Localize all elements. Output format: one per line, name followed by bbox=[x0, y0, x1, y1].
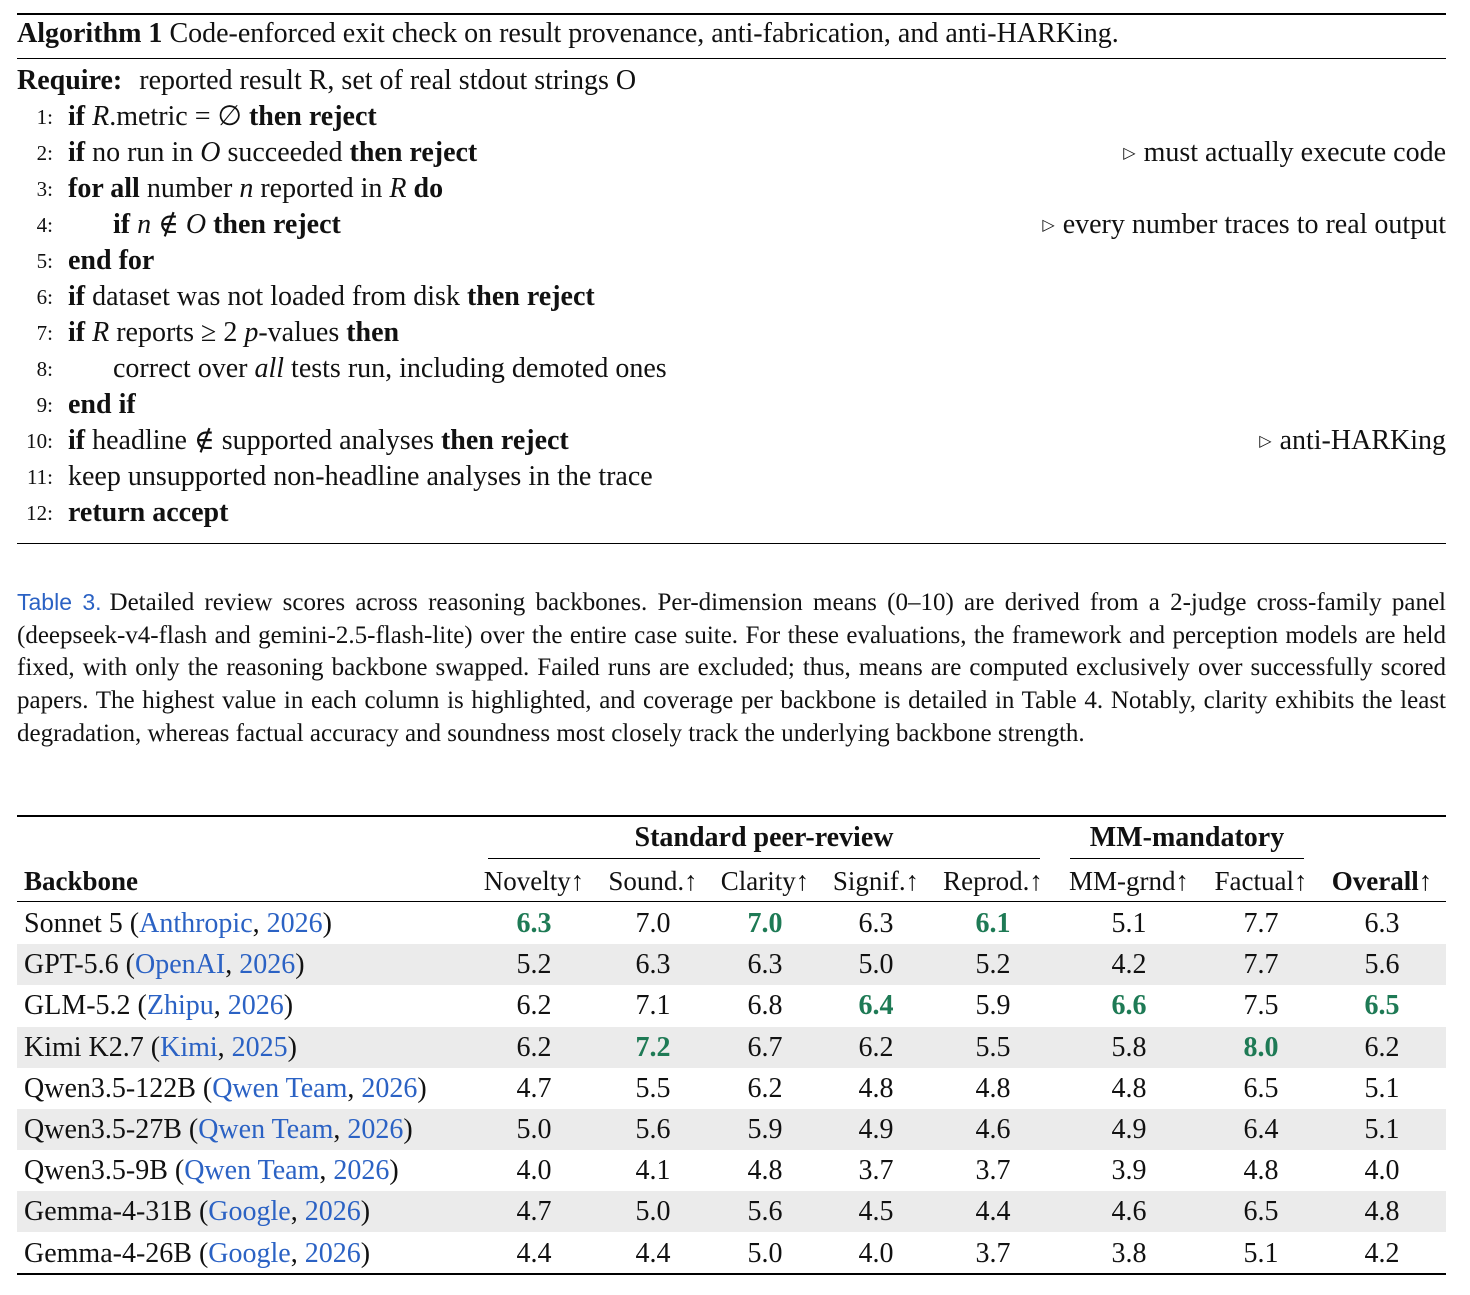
line-code: if no run in O succeeded then reject bbox=[68, 137, 478, 168]
line-comment: ▷ anti-HARKing bbox=[1259, 425, 1446, 456]
score-cell: 4.8 bbox=[747, 1155, 783, 1187]
line-number: 4: bbox=[36, 213, 53, 237]
citation-year-link[interactable]: 2026 bbox=[227, 990, 284, 1022]
score-cell: 4.8 bbox=[1243, 1155, 1279, 1187]
citation-year-link[interactable]: 2026 bbox=[333, 1155, 390, 1187]
citation-year-link[interactable]: 2026 bbox=[304, 1196, 361, 1228]
line-number: 6: bbox=[36, 285, 53, 309]
keyword: reject bbox=[308, 101, 377, 132]
score-cell: 6.1 bbox=[975, 908, 1011, 939]
backbone-name: Qwen3.5-122B (Qwen Team, 2026) bbox=[24, 1072, 427, 1104]
line-code bbox=[68, 387, 136, 423]
line-code: if R reports ≥ 2 p-values then bbox=[68, 317, 400, 348]
math-symbol: p bbox=[244, 317, 259, 348]
keyword: reject bbox=[409, 137, 478, 168]
math-symbol: n bbox=[239, 173, 254, 204]
citation-link[interactable]: Zhipu bbox=[146, 990, 214, 1022]
keyword: if bbox=[68, 425, 86, 456]
keyword: end if bbox=[68, 389, 136, 420]
backbone-name: Sonnet 5 (Anthropic, 2026) bbox=[24, 908, 332, 939]
table-caption bbox=[17, 586, 1446, 751]
table-row bbox=[17, 1027, 1446, 1068]
score-cell: 6.3 bbox=[1364, 908, 1400, 939]
score-cell: 4.8 bbox=[858, 1072, 894, 1104]
column-header: Reprod.↑ bbox=[943, 866, 1043, 896]
algorithm-line bbox=[17, 207, 1446, 243]
line-code: for all number n reported in R do bbox=[68, 173, 444, 204]
table-top-rule bbox=[17, 815, 1446, 817]
score-cell: 6.2 bbox=[1364, 1031, 1400, 1063]
require-text: reported result R, set of real stdout strings O bbox=[139, 65, 637, 96]
citation-year-link[interactable]: 2026 bbox=[304, 1237, 361, 1269]
line-number: 1: bbox=[36, 105, 53, 129]
math-symbol: all bbox=[254, 353, 285, 384]
keyword: end for bbox=[68, 245, 155, 276]
group-rule-mm bbox=[1070, 858, 1304, 859]
keyword: reject bbox=[500, 425, 569, 456]
keyword: do bbox=[413, 173, 444, 204]
table-row bbox=[17, 1150, 1446, 1191]
score-cell: 6.3 bbox=[635, 949, 671, 981]
score-cell: 4.9 bbox=[1111, 1114, 1147, 1145]
math-symbol: R bbox=[92, 101, 110, 132]
algorithm-line bbox=[17, 279, 1446, 315]
backbone-name: Qwen3.5-9B (Qwen Team, 2026) bbox=[24, 1155, 399, 1187]
score-cell: 5.0 bbox=[516, 1114, 552, 1145]
score-cell: 6.7 bbox=[747, 1031, 783, 1063]
score-cell: 4.9 bbox=[858, 1114, 894, 1145]
line-number: 9: bbox=[36, 393, 53, 417]
group-header-standard: Standard peer-review bbox=[634, 822, 894, 853]
math-symbol: n bbox=[137, 209, 152, 240]
score-cell: 5.1 bbox=[1364, 1072, 1400, 1104]
score-cell: 3.7 bbox=[975, 1237, 1011, 1269]
backbone-name: GLM-5.2 (Zhipu, 2026) bbox=[24, 990, 294, 1022]
citation-link[interactable]: OpenAI bbox=[134, 949, 226, 981]
score-cell: 4.6 bbox=[1111, 1196, 1147, 1228]
score-cell: 7.5 bbox=[1243, 990, 1279, 1022]
keyword: reject bbox=[526, 281, 595, 312]
line-comment: ▷ must actually execute code bbox=[1123, 137, 1446, 168]
line-code bbox=[68, 495, 228, 531]
citation-link[interactable]: Google bbox=[208, 1196, 291, 1228]
score-cell: 4.1 bbox=[635, 1155, 671, 1187]
score-cell: 4.8 bbox=[975, 1072, 1011, 1104]
keyword: then bbox=[349, 137, 403, 168]
score-cell: 3.8 bbox=[1111, 1237, 1147, 1269]
line-comment: ▷ every number traces to real output bbox=[1042, 209, 1446, 240]
score-cell: 4.4 bbox=[635, 1237, 671, 1269]
citation-year-link[interactable]: 2026 bbox=[361, 1072, 418, 1104]
score-cell: 5.9 bbox=[975, 990, 1011, 1022]
line-number: 10: bbox=[26, 429, 53, 453]
score-cell: 4.0 bbox=[516, 1155, 552, 1187]
score-cell: 6.2 bbox=[858, 1031, 894, 1063]
score-cell: 7.7 bbox=[1243, 949, 1279, 981]
score-cell: 6.5 bbox=[1364, 990, 1400, 1022]
keyword: accept bbox=[152, 497, 229, 528]
citation-link[interactable]: Qwen Team bbox=[184, 1155, 320, 1187]
algorithm-line bbox=[17, 135, 1446, 171]
keyword: then bbox=[248, 101, 302, 132]
keyword: return bbox=[68, 497, 146, 528]
keyword: then bbox=[440, 425, 494, 456]
citation-link[interactable]: Anthropic bbox=[139, 908, 253, 939]
keyword: if bbox=[68, 281, 86, 312]
line-code bbox=[68, 243, 154, 279]
backbone-name: Kimi K2.7 (Kimi, 2025) bbox=[24, 1031, 297, 1063]
require-keyword: Require: bbox=[17, 65, 123, 96]
keyword: if bbox=[68, 137, 86, 168]
comment-triangle-icon: ▷ bbox=[1042, 217, 1055, 234]
backbone-name: Gemma-4-26B (Google, 2026) bbox=[24, 1237, 371, 1269]
citation-link[interactable]: Qwen Team bbox=[198, 1114, 334, 1145]
keyword: if bbox=[113, 209, 131, 240]
backbone-name: GPT-5.6 (OpenAI, 2026) bbox=[24, 949, 305, 981]
algorithm-line bbox=[17, 495, 1446, 531]
column-header: Signif.↑ bbox=[832, 866, 920, 896]
algorithm-line bbox=[17, 243, 1446, 279]
table-row bbox=[17, 1233, 1446, 1274]
line-code: if headline ∉ supported analyses then reject bbox=[68, 425, 569, 456]
line-code: if n ∉ O then reject bbox=[113, 209, 341, 240]
backbone-name: Gemma-4-31B (Google, 2026) bbox=[24, 1196, 371, 1228]
table-header-rule bbox=[17, 901, 1446, 902]
line-number: 7: bbox=[36, 321, 53, 345]
column-header: Sound.↑ bbox=[608, 866, 698, 896]
score-cell: 5.9 bbox=[747, 1114, 783, 1145]
score-cell: 6.5 bbox=[1243, 1072, 1279, 1104]
score-cell: 4.2 bbox=[1111, 949, 1147, 981]
score-cell: 6.3 bbox=[858, 908, 894, 939]
score-cell: 3.7 bbox=[858, 1155, 894, 1187]
math-symbol: R bbox=[389, 173, 407, 204]
column-header: MM-grnd↑ bbox=[1069, 866, 1189, 896]
score-cell: 5.0 bbox=[635, 1196, 671, 1228]
score-cell: 4.0 bbox=[1364, 1155, 1400, 1187]
algorithm-line bbox=[17, 315, 1446, 351]
group-rule-standard bbox=[488, 858, 1040, 859]
line-number: 12: bbox=[26, 501, 53, 525]
algorithm-require bbox=[17, 63, 636, 99]
citation-link[interactable]: Google bbox=[208, 1237, 291, 1269]
score-cell: 6.6 bbox=[1111, 990, 1147, 1022]
score-cell: 5.0 bbox=[747, 1237, 783, 1269]
keyword: if bbox=[68, 101, 86, 132]
alg-bottom-rule bbox=[17, 543, 1446, 544]
citation-year-link[interactable]: 2026 bbox=[347, 1114, 404, 1145]
line-number: 5: bbox=[36, 249, 53, 273]
algorithm-line bbox=[17, 387, 1446, 423]
citation-link[interactable]: Kimi bbox=[160, 1031, 218, 1063]
keyword: for all bbox=[68, 173, 140, 204]
score-cell: 4.0 bbox=[858, 1237, 894, 1269]
score-cell: 6.4 bbox=[1243, 1114, 1279, 1145]
score-cell: 4.7 bbox=[516, 1072, 552, 1104]
algorithm-title bbox=[17, 14, 1119, 54]
score-cell: 5.0 bbox=[858, 949, 894, 981]
score-cell: 6.8 bbox=[747, 990, 783, 1022]
score-cell: 7.7 bbox=[1243, 908, 1279, 939]
score-cell: 7.0 bbox=[747, 908, 783, 939]
citation-year-link[interactable]: 2026 bbox=[239, 949, 296, 981]
math-symbol: R bbox=[92, 317, 110, 348]
column-header: Overall↑ bbox=[1331, 866, 1433, 896]
line-code: if dataset was not loaded from disk then reject bbox=[68, 281, 595, 312]
algorithm-line bbox=[17, 459, 1446, 495]
score-cell: 6.2 bbox=[516, 1031, 552, 1063]
score-cell: 4.2 bbox=[1364, 1237, 1400, 1269]
alg-mid-rule bbox=[17, 58, 1446, 59]
score-cell: 7.2 bbox=[635, 1031, 671, 1063]
keyword: then bbox=[466, 281, 520, 312]
line-code: keep unsupported non-headline analyses in the trace bbox=[68, 461, 653, 492]
score-cell: 4.4 bbox=[975, 1196, 1011, 1228]
algorithm-line bbox=[17, 351, 1446, 387]
line-number: 3: bbox=[36, 177, 53, 201]
score-cell: 8.0 bbox=[1243, 1031, 1279, 1063]
line-number: 2: bbox=[36, 141, 53, 165]
score-cell: 6.5 bbox=[1243, 1196, 1279, 1228]
comment-triangle-icon: ▷ bbox=[1123, 145, 1136, 162]
line-number: 11: bbox=[26, 465, 53, 489]
table-caption-text: Detailed review scores across reasoning backbones. Per-dimension means (0–10) are derived from a 2-judge cross-family panel (deepseek-v4-flash and gemini-2.5-flash-lite) over the entire case suite. For these evaluations, the framework and perception models are held fixed, with only the reasoning backbone swapped. Failed runs are excluded; thus, means are computed exclusively over successfully scored papers. The highest value in each column is highlighted, and coverage per backbone is detailed in Table 4. Notably, clarity exhibits the least degradation, whereas factual accuracy and soundness most closely track the underlying backbone strength. bbox=[17, 589, 1446, 747]
math-symbol: O bbox=[185, 209, 207, 240]
score-cell: 7.1 bbox=[635, 990, 671, 1022]
table-row bbox=[17, 903, 1446, 944]
algorithm-line bbox=[17, 171, 1446, 207]
line-number: 8: bbox=[36, 357, 53, 381]
score-cell: 4.8 bbox=[1111, 1072, 1147, 1104]
score-cell: 4.8 bbox=[1364, 1196, 1400, 1228]
score-cell: 3.7 bbox=[975, 1155, 1011, 1187]
column-header: Clarity↑ bbox=[720, 866, 810, 896]
citation-year-link[interactable]: 2025 bbox=[231, 1031, 288, 1063]
citation-link[interactable]: Qwen Team bbox=[212, 1072, 348, 1104]
score-cell: 5.6 bbox=[635, 1114, 671, 1145]
keyword: reject bbox=[272, 209, 341, 240]
score-cell: 5.8 bbox=[1111, 1031, 1147, 1063]
column-header: Factual↑ bbox=[1214, 866, 1308, 896]
score-cell: 6.4 bbox=[858, 990, 894, 1022]
algorithm-title-text: Code-enforced exit check on result provenance, anti-fabrication, and anti-HARKing. bbox=[169, 18, 1119, 49]
score-cell: 5.1 bbox=[1364, 1114, 1400, 1145]
score-cell: 5.2 bbox=[975, 949, 1011, 981]
algorithm-line bbox=[17, 423, 1446, 459]
score-cell: 4.7 bbox=[516, 1196, 552, 1228]
score-cell: 5.1 bbox=[1111, 908, 1147, 939]
score-cell: 5.6 bbox=[747, 1196, 783, 1228]
table-row bbox=[17, 944, 1446, 985]
col-header-backbone: Backbone bbox=[24, 866, 139, 896]
score-cell: 5.2 bbox=[516, 949, 552, 981]
score-cell: 6.2 bbox=[747, 1072, 783, 1104]
algorithm-line bbox=[17, 99, 1446, 135]
score-cell: 5.1 bbox=[1243, 1237, 1279, 1269]
score-cell: 5.5 bbox=[635, 1072, 671, 1104]
table-row bbox=[17, 1068, 1446, 1109]
line-code: correct over all tests run, including demoted ones bbox=[113, 353, 667, 384]
table-row bbox=[17, 1109, 1446, 1150]
table-bottom-rule bbox=[17, 1273, 1446, 1275]
score-cell: 6.2 bbox=[516, 990, 552, 1022]
score-cell: 5.6 bbox=[1364, 949, 1400, 981]
table-row bbox=[17, 985, 1446, 1026]
backbone-name: Qwen3.5-27B (Qwen Team, 2026) bbox=[24, 1114, 413, 1145]
score-cell: 4.5 bbox=[858, 1196, 894, 1228]
citation-year-link[interactable]: 2026 bbox=[266, 908, 323, 939]
score-cell: 3.9 bbox=[1111, 1155, 1147, 1187]
algorithm-label: Algorithm 1 bbox=[17, 18, 163, 49]
comment-triangle-icon: ▷ bbox=[1259, 433, 1272, 450]
line-code: if R.metric = ∅ then reject bbox=[68, 101, 377, 132]
score-cell: 4.4 bbox=[516, 1237, 552, 1269]
column-header: Novelty↑ bbox=[483, 866, 585, 896]
keyword: then bbox=[346, 317, 400, 348]
math-symbol: O bbox=[200, 137, 221, 168]
table-row bbox=[17, 1191, 1446, 1232]
group-header-mm: MM-mandatory bbox=[1089, 822, 1285, 853]
score-cell: 5.5 bbox=[975, 1031, 1011, 1063]
score-cell: 6.3 bbox=[516, 908, 552, 939]
score-cell: 6.3 bbox=[747, 949, 783, 981]
score-cell: 7.0 bbox=[635, 908, 671, 939]
score-cell: 4.6 bbox=[975, 1114, 1011, 1145]
keyword: then bbox=[213, 209, 266, 240]
keyword: if bbox=[68, 317, 86, 348]
table-caption-label: Table 3. bbox=[17, 589, 102, 615]
